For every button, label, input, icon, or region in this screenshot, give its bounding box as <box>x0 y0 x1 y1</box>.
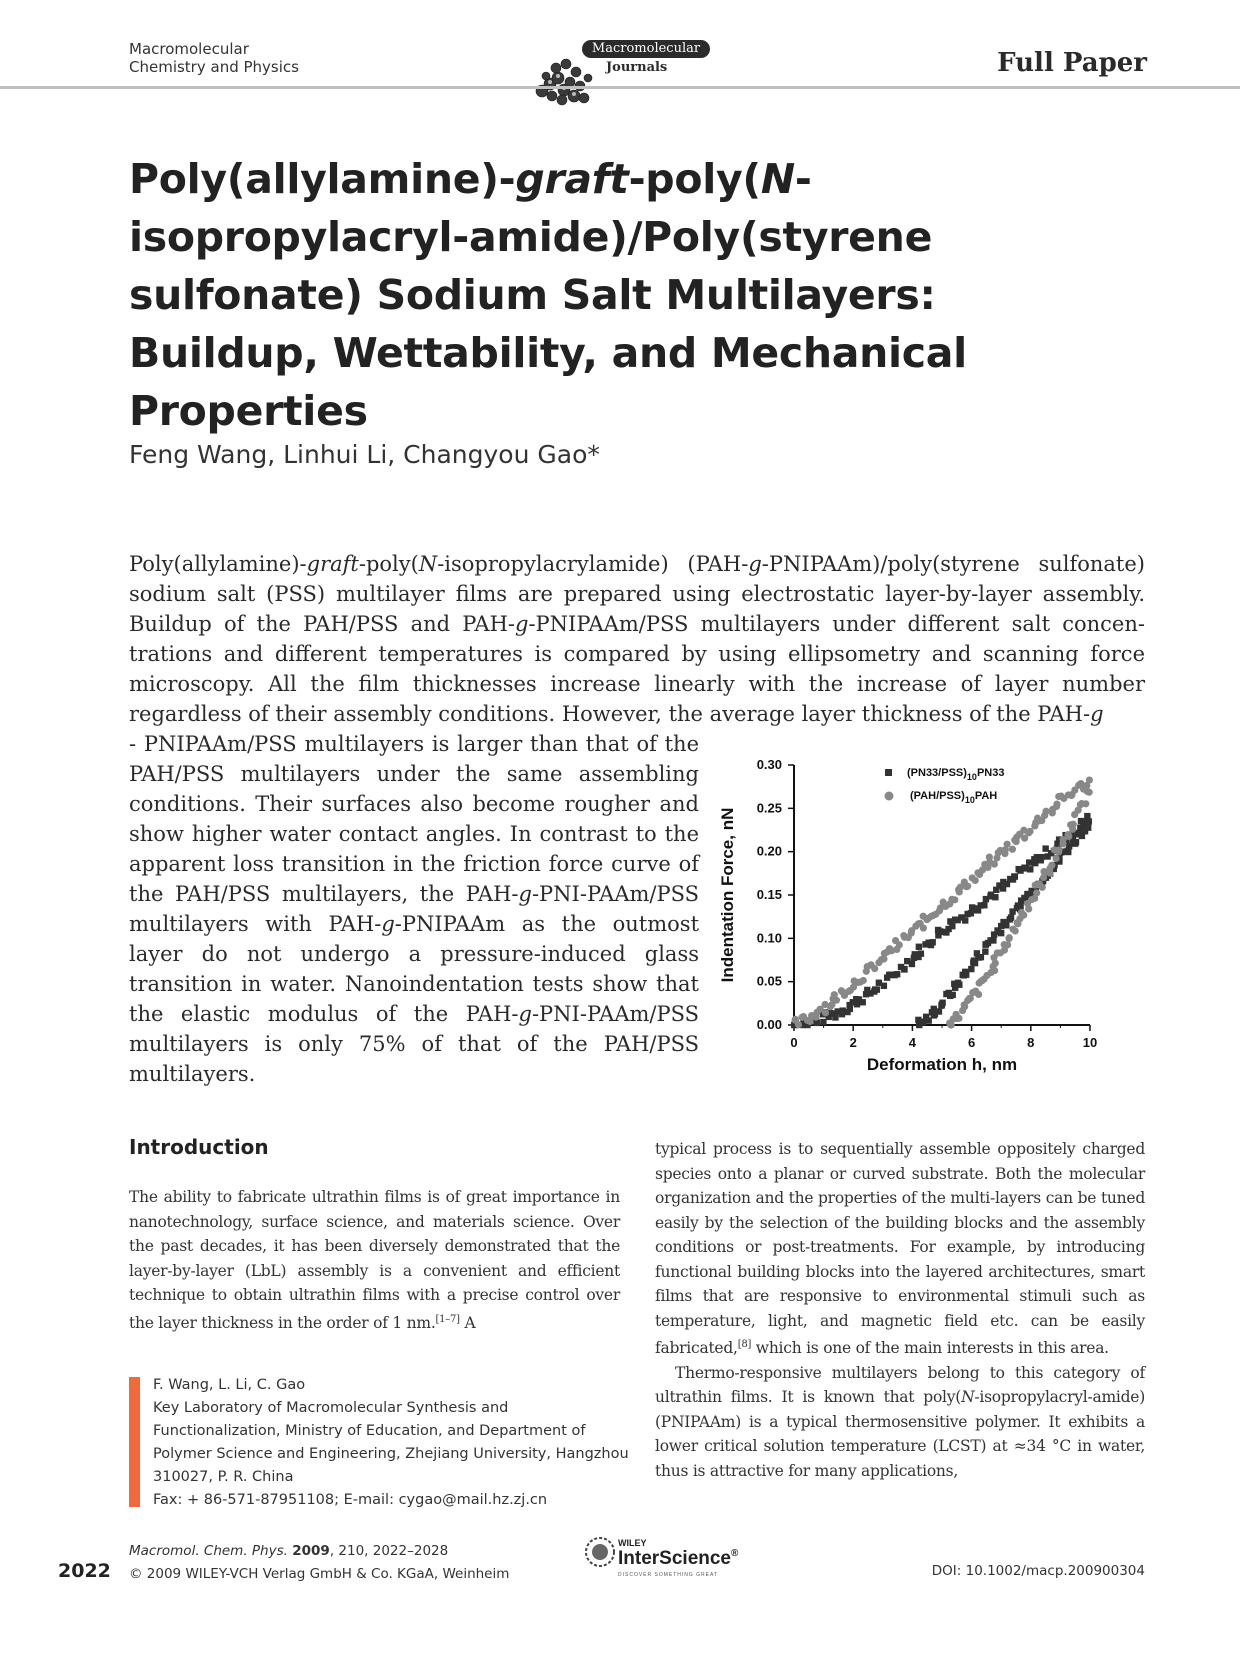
data-point-pn33 <box>814 1020 820 1026</box>
data-point-pn33 <box>1027 866 1033 872</box>
data-point-pn33 <box>936 1008 942 1014</box>
data-point-pn33 <box>929 939 935 945</box>
data-point-pn33 <box>962 917 968 923</box>
data-point-pah <box>920 924 927 931</box>
journal-name <box>129 40 389 76</box>
data-point-pah <box>1026 828 1033 835</box>
data-point-pn33 <box>874 986 880 992</box>
wiley-wordmark: WILEY <box>618 1538 647 1548</box>
data-point-pn33 <box>894 971 900 977</box>
y-tick-label: 0.15 <box>756 887 782 902</box>
data-point-pah <box>1004 941 1011 948</box>
author-list: Feng Wang, Linhui Li, Changyou Gao* <box>129 440 600 469</box>
chart-legend <box>885 767 1005 805</box>
y-tick-label: 0.20 <box>756 843 782 859</box>
data-point-pah <box>951 896 958 903</box>
data-point-pah <box>871 965 878 972</box>
data-point-pah <box>1086 789 1093 796</box>
legend-label-pah: $(PAH/PSS)_{10}PAH$ <box>910 790 998 805</box>
data-point-pn33 <box>981 902 987 908</box>
data-point-pn33 <box>1038 854 1044 860</box>
x-tick-label: 2 <box>849 1035 857 1050</box>
data-point-pn33 <box>949 923 955 929</box>
data-point-pn33 <box>916 944 922 950</box>
data-point-pah <box>1006 934 1013 941</box>
data-point-pn33 <box>939 1000 945 1006</box>
data-point-pah <box>992 960 999 967</box>
journal-name-line1: Macromolecular <box>129 40 249 58</box>
data-point-pn33 <box>990 937 996 943</box>
publisher-tagline: DISCOVER SOMETHING GREAT <box>618 1572 719 1578</box>
affiliation-names: F. Wang, L. Li, C. Gao <box>153 1377 306 1393</box>
article-title: Poly(allylamine)-graft-poly(N-isopropylacryl-amide)/Poly(styrene sulfonate) Sodium Salt Multilayers: Buildup, Wettability, and Mechanical Properties <box>129 155 967 435</box>
data-point-pah <box>1055 846 1062 853</box>
indentation-force-chart <box>705 745 1145 1090</box>
data-point-pn33 <box>881 983 887 989</box>
wiley-interscience-logo <box>580 1532 770 1582</box>
data-point-pah <box>1086 776 1093 783</box>
data-point-pah <box>896 941 903 948</box>
affiliation-contact: Fax: + 86-571-87951108; E-mail: cygao@mail.hz.zj.cn <box>153 1492 548 1508</box>
data-point-pah <box>1052 855 1059 862</box>
data-point-pah <box>860 977 867 984</box>
data-point-pah <box>1004 841 1011 848</box>
data-point-pah <box>795 1021 802 1028</box>
citation-block <box>129 1540 509 1586</box>
data-point-pn33 <box>1011 873 1017 879</box>
data-point-pah <box>833 997 840 1004</box>
intro-column-1: The ability to fabricate ultrathin films is of great importance in nanotechnology, surface science, and materials science. Over the past decades, it has been diversely demonstrated that the layer-by-layer (LbL) assembly is a convenient and efficient technique to obtain ultrathin films with a precise control over the layer thickness in the order of 1 nm.[1–7] A <box>129 1188 620 1332</box>
doi: DOI: 10.1002/macp.200900304 <box>931 1563 1145 1579</box>
data-point-pah <box>955 1015 962 1022</box>
journal-citation: Macromol. Chem. Phys. 2009, 210, 2022–2028 <box>129 1543 449 1559</box>
abstract-wrapped: - PNIPAAm/PSS multilayers is larger than that of the PAH/PSS multilayers under the same assembling conditions. Their surfaces also become rougher and show higher water contact angles. In contrast to the apparent loss transition in the friction force curve of the PAH/PSS multilayers, the PAH-g-PNI-PAAm/PSS multilayers with PAH-g-PNIPAAm as the outmost layer do not undergo a pressure-induced glass transition in water. Nanoindentation tests show that the elastic modulus of the PAH-g-PNI-PAAm/PSS multilayers is only 75% of that of the PAH/PSS multilayers. <box>129 732 700 1086</box>
data-point-pah <box>991 967 998 974</box>
data-point-pn33 <box>1065 849 1071 855</box>
y-tick-label: 0.10 <box>756 930 782 946</box>
x-tick-label: 4 <box>908 1035 917 1050</box>
data-point-pah <box>1082 800 1089 807</box>
affiliation-block <box>153 1374 633 1512</box>
legend-marker-square <box>885 769 892 776</box>
data-point-pn33 <box>1084 813 1090 819</box>
data-point-pah <box>972 877 979 884</box>
data-point-pn33 <box>1066 843 1072 849</box>
intro-column-2 <box>655 1137 1145 1483</box>
abstract-full-width: Poly(allylamine)-graft-poly(N-isopropylacrylamide) (PAH-g-PNIPAAm)/poly(styrene sulfonate) sodium salt (PSS) multilayer films are prepared using electrostatic layer-by-layer assembly. Buildup of the PAH/PSS and PAH-g-PNIPAAm/PSS multilayers under different salt concen-trations and different temperatures is compared by using ellipsometry and scanning force microscopy. All the film thicknesses increase linearly with the increase of layer number regardless of their assembly conditions. However, the average layer thickness of the PAH-g <box>129 552 1145 726</box>
data-point-pn33 <box>1085 824 1091 830</box>
data-point-pah <box>964 883 971 890</box>
page-number: 2022 <box>58 1560 111 1582</box>
journal-name-line2: Chemistry and Physics <box>129 58 299 76</box>
x-tick-label: 10 <box>1082 1035 1098 1050</box>
data-point-pah <box>1009 846 1016 853</box>
y-tick-label: 0.05 <box>756 973 782 989</box>
x-tick-label: 6 <box>967 1035 976 1050</box>
data-point-pah <box>1001 850 1008 857</box>
data-point-pn33 <box>901 966 907 972</box>
logo-subtitle: Journals <box>606 60 668 75</box>
section-heading-introduction: Introduction <box>129 1135 269 1159</box>
data-point-pn33 <box>992 894 998 900</box>
data-point-pah <box>1048 862 1055 869</box>
data-point-pah <box>1042 808 1049 815</box>
data-point-pn33 <box>982 948 988 954</box>
x-tick-label: 8 <box>1027 1035 1035 1050</box>
logo-badge: Macromolecular <box>582 40 710 58</box>
interscience-wordmark: InterScience® <box>618 1548 739 1569</box>
data-point-pah <box>1020 911 1027 918</box>
intro-paragraph-1: typical process is to sequentially assemble oppositely charged species onto a planar or curved substrate. Both the molecular organization and the properties of the multi-layers can be tuned easily by the selection of the building blocks and the assembly conditions or post-treatments. For example, by introducing functional building blocks into the layered architectures, smart films that are responsive to environmental stimuli such as temperature, light, and magnetic field etc. can be easily fabricated,[8] which is one of the main interests in this area. <box>655 1140 1145 1358</box>
data-point-pah <box>1012 927 1019 934</box>
legend-label-pn33: $(PN33/PSS)_{10}PN33$ <box>907 767 1005 782</box>
x-axis-label: Deformation h, nm <box>866 1055 1018 1074</box>
data-point-pn33 <box>950 992 956 998</box>
data-point-pn33 <box>1042 845 1048 851</box>
data-point-pn33 <box>909 961 915 967</box>
data-point-pn33 <box>963 971 969 977</box>
data-point-pn33 <box>1008 914 1014 920</box>
data-point-pn33 <box>1003 922 1009 928</box>
data-point-pah <box>986 853 993 860</box>
data-point-pn33 <box>1073 839 1079 845</box>
data-point-pah <box>1065 833 1072 840</box>
intro-paragraph-2: Thermo-responsive multilayers belong to this category of ultrathin films. It is known that poly(N-isopropylacryl-amide) (PNIPAAm) is a typical thermosensitive polymer. It exhibits a lower critical solution temperature (LCST) at ≈34 °C in water, thus is attractive for many applications, <box>655 1363 1145 1480</box>
y-tick-label: 0.30 <box>756 757 782 772</box>
affiliation-address: Key Laboratory of Macromolecular Synthesis and Functionalization, Ministry of Education, and Department of Polymer Science and Engineering, Zhejiang University, Hangzhou 310027, P. R. China <box>153 1400 629 1485</box>
data-point-pn33 <box>860 999 866 1005</box>
data-point-pn33 <box>920 1019 926 1025</box>
affiliation-accent-bar <box>129 1377 140 1507</box>
legend-marker-circle <box>885 792 894 801</box>
data-point-pah <box>880 955 887 962</box>
chart-points <box>791 776 1093 1028</box>
data-point-pah <box>1039 884 1046 891</box>
data-point-pah <box>1053 803 1060 810</box>
x-tick-label: 0 <box>790 1035 798 1050</box>
data-point-pn33 <box>918 950 924 956</box>
data-point-pn33 <box>956 982 962 988</box>
data-point-pah <box>1070 821 1077 828</box>
y-tick-label: 0.00 <box>756 1017 782 1032</box>
y-axis-label: Indentation Force, nN <box>718 807 737 983</box>
data-point-pn33 <box>998 930 1004 936</box>
section-label: Full Paper <box>997 48 1147 78</box>
data-point-pah <box>822 1009 829 1016</box>
data-point-pah <box>975 991 982 998</box>
data-point-pah <box>993 854 1000 861</box>
data-point-pah <box>1033 889 1040 896</box>
data-point-pn33 <box>978 954 984 960</box>
header-divider <box>0 86 1240 89</box>
copyright: © 2009 WILEY-VCH Verlag GmbH & Co. KGaA, Weinheim <box>129 1566 510 1582</box>
y-tick-label: 0.25 <box>756 800 782 816</box>
data-point-pn33 <box>968 966 974 972</box>
